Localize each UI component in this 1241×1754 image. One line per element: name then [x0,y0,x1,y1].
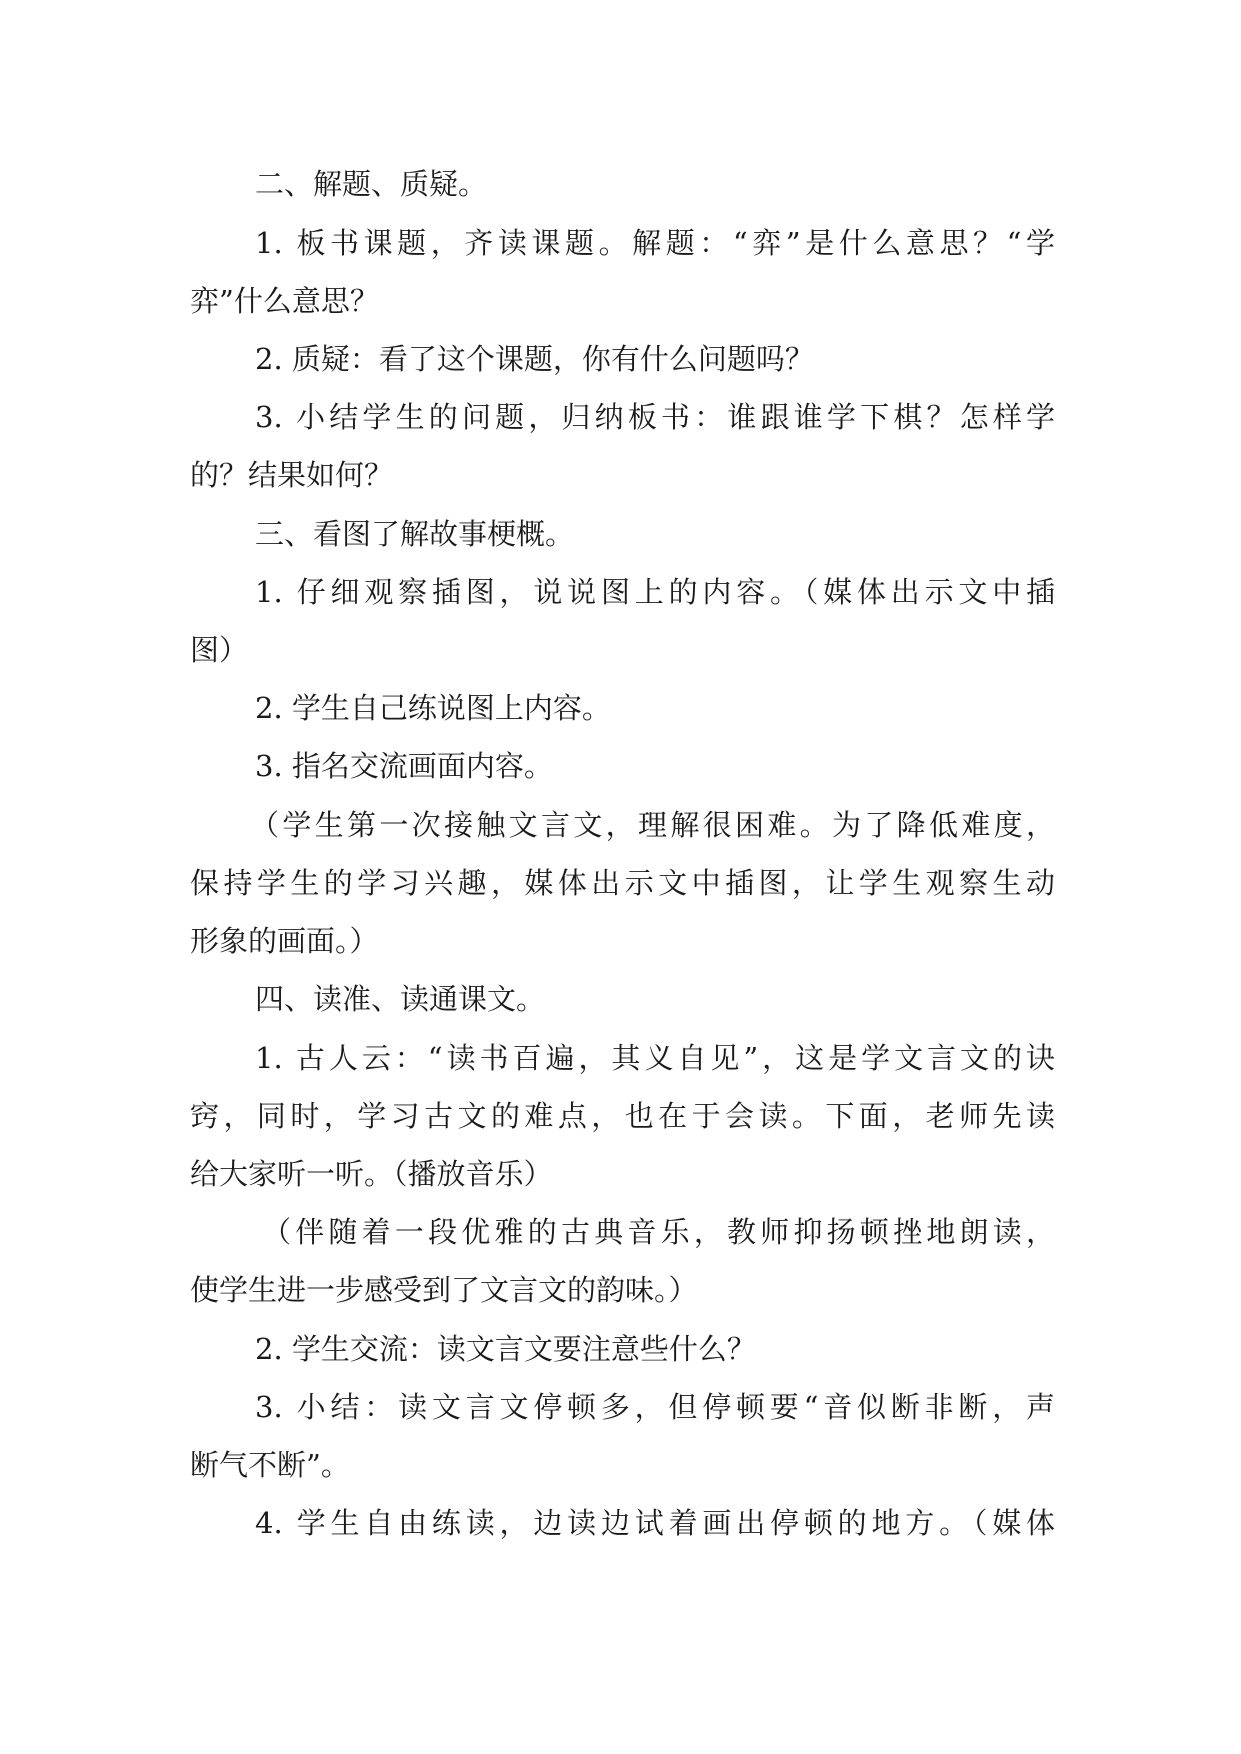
note-line: 保持学生的学习兴趣，媒体出示文中插图，让学生观察生动 [190,866,1055,900]
paragraph-line: 给大家听一听。（播放音乐） [190,1157,553,1191]
paragraph-line: 1. 仔细观察插图，说说图上的内容。（媒体出示文中插 [255,575,1055,609]
note-line: 形象的画面。） [190,924,379,958]
paragraph-line: 1. 古人云：“读书百遍，其义自见”，这是学文言文的诀 [255,1041,1055,1075]
paragraph-line: 3. 小结学生的问题，归纳板书：谁跟谁学下棋？怎样学 [255,400,1055,434]
paragraph-line: 弈”什么意思？ [190,284,379,318]
note-line: 使学生进一步感受到了文言文的韵味。） [190,1273,698,1307]
paragraph-line: 2. 质疑：看了这个课题，你有什么问题吗？ [255,342,814,376]
heading-section-4: 四、读准、读通课文。 [255,982,546,1016]
paragraph-line: 断气不断”。 [190,1448,350,1482]
paragraph-line: 2. 学生自己练说图上内容。 [255,691,611,725]
note-line: （学生第一次接触文言文，理解很困难。为了降低难度， [250,808,1055,842]
paragraph-line: 1. 板书课题，齐读课题。解题：“弈”是什么意思？“学 [255,226,1055,260]
paragraph-line: 3. 小结：读文言文停顿多，但停顿要“音似断非断，声 [255,1390,1055,1424]
paragraph-line: 3. 指名交流画面内容。 [255,749,553,783]
heading-section-3: 三、看图了解故事梗概。 [255,517,575,551]
paragraph-line: 窍，同时，学习古文的难点，也在于会读。下面，老师先读 [190,1099,1055,1133]
paragraph-line: 4. 学生自由练读，边读边试着画出停顿的地方。（媒体 [255,1506,1055,1540]
paragraph-line: 的？结果如何？ [190,458,394,492]
paragraph-line: 图） [190,633,249,667]
heading-section-2: 二、解题、质疑。 [255,167,488,201]
paragraph-line: 2. 学生交流：读文言文要注意些什么？ [255,1332,756,1366]
note-line: （伴随着一段优雅的古典音乐，教师抑扬顿挫地朗读， [262,1215,1055,1249]
